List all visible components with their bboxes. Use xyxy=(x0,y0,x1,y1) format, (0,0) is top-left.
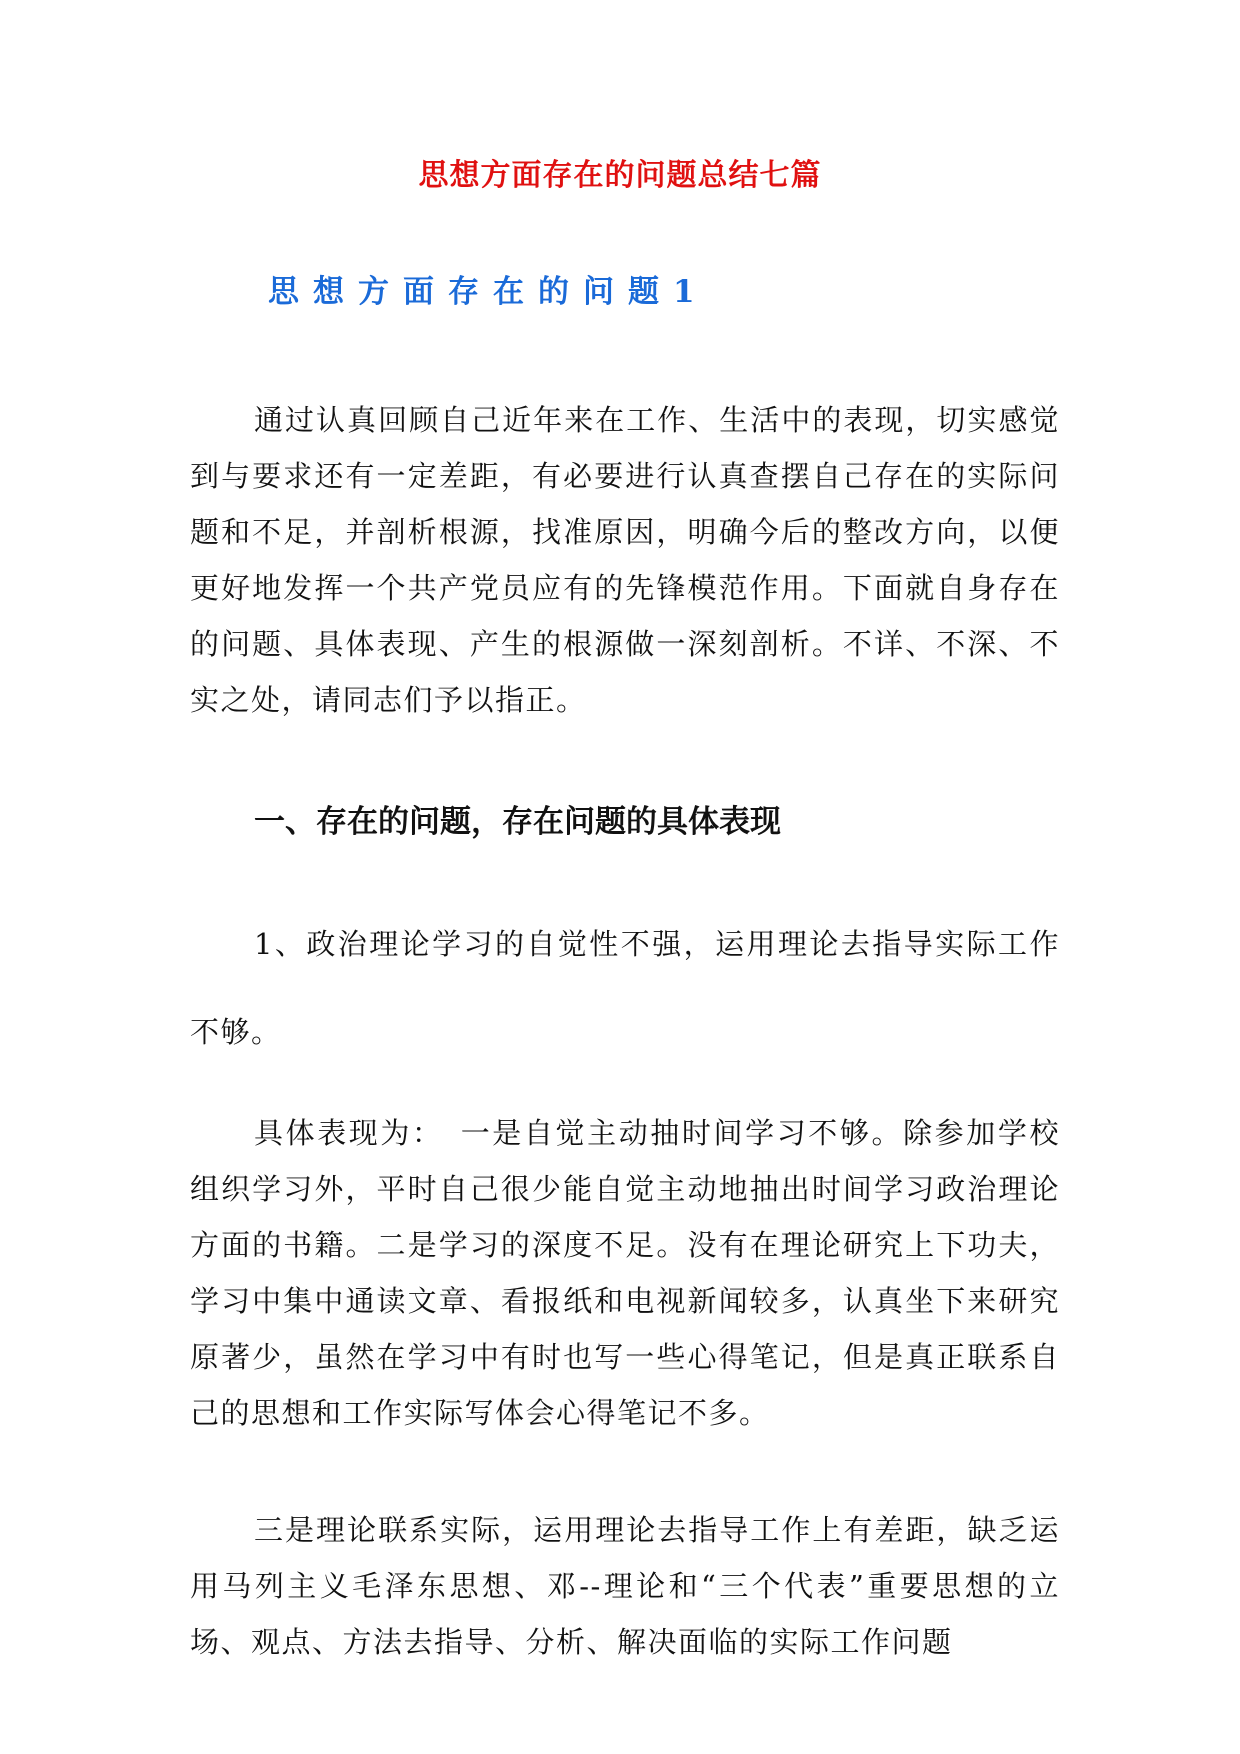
document-title: 思想方面存在的问题总结七篇 xyxy=(418,158,822,193)
section-heading: 一、存在的问题，存在问题的具体表现 xyxy=(254,804,781,840)
third-point-paragraph: 三是理论联系实际，运用理论去指导工作上有差距，缺乏运用马列主义毛泽东思想、邓--理论和“三个代表”重要思想的立场、观点、方法去指导、分析、解决面临的实际工作问题 xyxy=(190,1513,1060,1659)
problem-1-paragraph: 1、政治理论学习的自觉性不强，运用理论去指导实际工作不够。 xyxy=(190,927,1060,1049)
section-title: 思想方面存在的问题1 xyxy=(268,274,709,310)
intro-paragraph: 通过认真回顾自己近年来在工作、生活中的表现，切实感觉到与要求还有一定差距，有必要进行认真查摆自己存在的实际问题和不足，并剖析根源，找准原因，明确今后的整改方向，以便更好地发挥一个共产党员应有的先锋模范作用。下面就自身存在的问题、具体表现、产生的根源做一深刻剖析。不详、不深、不实之处，请同志们予以指正。 xyxy=(190,403,1060,717)
manifestation-paragraph: 具体表现为： 一是自觉主动抽时间学习不够。除参加学校组织学习外，平时自己很少能自觉主动地抽出时间学习政治理论方面的书籍。二是学习的深度不足。没有在理论研究上下功夫，学习中集中通读文章、看报纸和电视新闻较多，认真坐下来研究原著少，虽然在学习中有时也写一些心得笔记，但是真正联系自己的思想和工作实际写体会心得笔记不多。 xyxy=(190,1116,1060,1430)
